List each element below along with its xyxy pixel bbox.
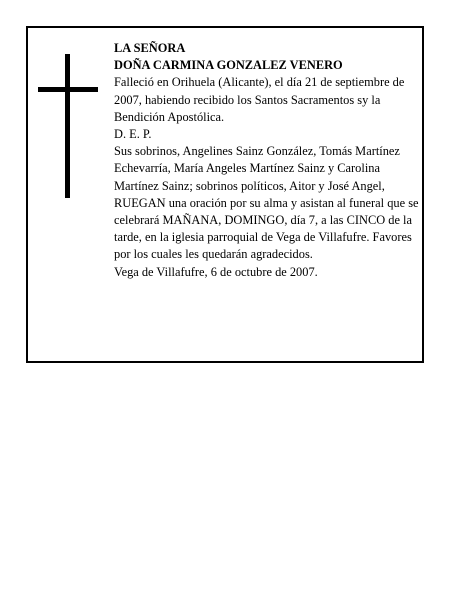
obituary-notice (26, 26, 424, 363)
funeral-request: RUEGAN una oración por su alma y asistan al funeral que se celebrará MAÑANA, DOMINGO, día 7, a las CINCO de la tarde, en la iglesia parroquial de Vega de Villafufre. Favores por los cuales les quedarán agradecidos. (114, 195, 419, 262)
cross-icon (38, 54, 98, 198)
cross-horizontal-bar (38, 87, 98, 92)
deceased-name: DOÑA CARMINA GONZALEZ VENERO (114, 58, 343, 73)
cross-vertical-bar (65, 54, 70, 198)
relatives-list: Sus sobrinos, Angelines Sainz González, Tomás Martínez Echevarría, María Angeles Martínez Sainz y Carolina Martínez Sainz; sobrinos políticos, Aitor y José Angel, (114, 144, 400, 193)
place-date: Vega de Villafufre, 6 de octubre de 2007. (114, 264, 318, 279)
death-info: Falleció en Orihuela (Alicante), el día 21 de septiembre de 2007, habiendo recibido los Santos Sacramentos sy la Bendición Apostólica. (114, 75, 405, 124)
notice-text (114, 40, 422, 281)
notice-title: LA SEÑORA (114, 41, 186, 55)
rip-line: D. E. P. (114, 127, 152, 142)
